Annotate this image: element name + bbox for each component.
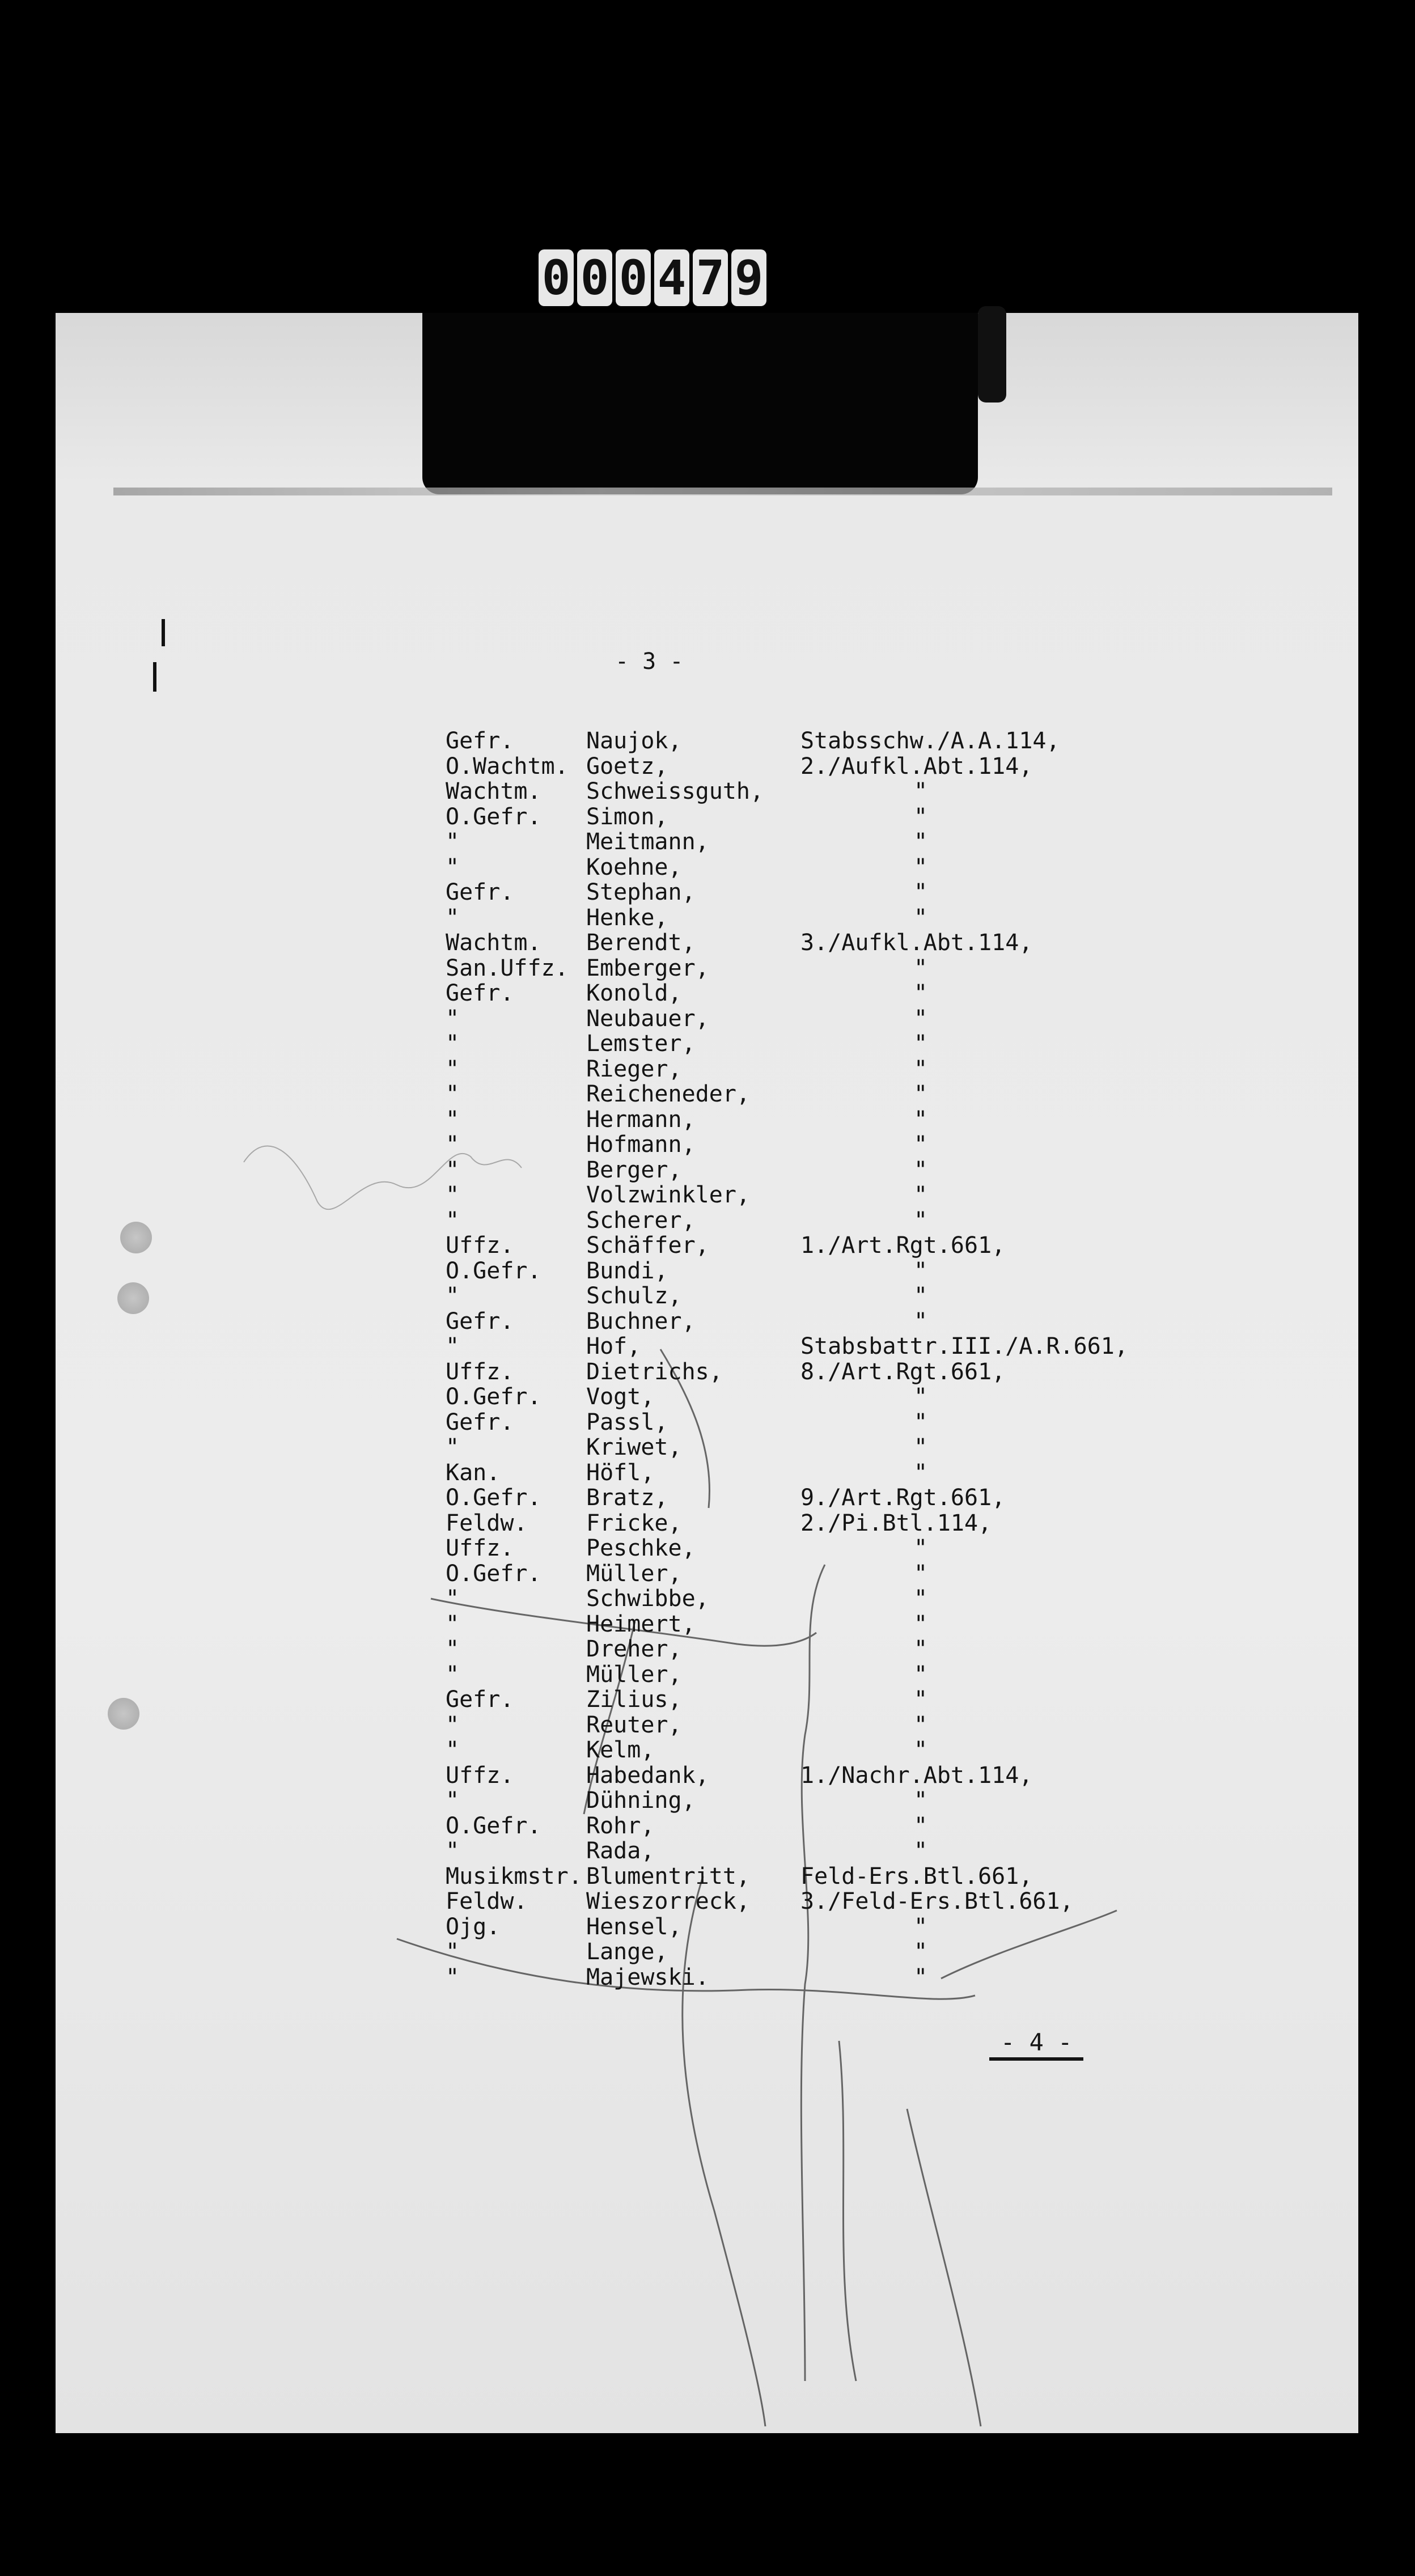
name-cell: Müller, [586, 1560, 682, 1587]
rank-cell: " [446, 829, 460, 855]
rank-cell: O.Gefr. [446, 1812, 541, 1839]
unit-cell: " [914, 1106, 928, 1133]
rank-cell: " [446, 1611, 460, 1637]
name-cell: Majewski. [586, 1964, 709, 1990]
name-cell: Koehne, [586, 854, 682, 880]
rank-cell: Ojg. [446, 1913, 501, 1940]
rank-cell: O.Gefr. [446, 803, 541, 830]
rank-cell: " [446, 1939, 460, 1965]
rank-cell: " [446, 1132, 460, 1158]
unit-cell: " [914, 1838, 928, 1864]
name-cell: Lange, [586, 1939, 668, 1965]
unit-cell: 1./Nachr.Abt.114, [800, 1762, 1033, 1789]
rank-cell: O.Gefr. [446, 1560, 541, 1587]
unit-cell: " [914, 1384, 928, 1410]
rank-cell: " [446, 1661, 460, 1688]
name-cell: Reuter, [586, 1711, 682, 1738]
rank-cell: Wachtm. [446, 778, 541, 804]
name-cell: Berger, [586, 1156, 682, 1183]
rank-cell: Feldw. [446, 1510, 528, 1536]
unit-column [800, 728, 1128, 1990]
name-cell: Berendt, [586, 930, 696, 956]
rank-cell: Uffz. [446, 1232, 514, 1259]
unit-cell: 9./Art.Rgt.661, [800, 1485, 1006, 1511]
unit-cell: " [914, 980, 928, 1006]
name-cell: Schäffer, [586, 1232, 709, 1259]
name-cell: Rada, [586, 1838, 655, 1864]
name-cell: Meitmann, [586, 829, 709, 855]
unit-cell: " [914, 1031, 928, 1057]
rank-cell: Uffz. [446, 1762, 514, 1789]
unit-cell: 2./Pi.Btl.114, [800, 1510, 992, 1536]
rank-cell: Uffz. [446, 1535, 514, 1561]
rank-cell: O.Gefr. [446, 1384, 541, 1410]
name-cell: Stephan, [586, 879, 696, 905]
name-cell: Hofmann, [586, 1132, 696, 1158]
unit-cell: Feld-Ers.Btl.661, [800, 1863, 1033, 1889]
unit-cell: " [914, 1611, 928, 1637]
rank-cell: " [446, 1182, 460, 1208]
rank-cell: Uffz. [446, 1358, 514, 1385]
unit-cell: " [914, 1687, 928, 1713]
unit-cell: Stabsbattr.III./A.R.661, [800, 1333, 1128, 1359]
counter-digit: 4 [654, 249, 689, 306]
rank-cell: Gefr. [446, 1308, 514, 1334]
page-number: - 3 - [615, 649, 684, 675]
name-cell: Vogt, [586, 1384, 655, 1410]
rank-cell: " [446, 1081, 460, 1107]
unit-cell: 1./Art.Rgt.661, [800, 1232, 1006, 1259]
name-cell: Hermann, [586, 1106, 696, 1133]
name-cell: Heimert, [586, 1611, 696, 1637]
unit-cell: " [914, 1409, 928, 1435]
rank-cell: " [446, 854, 460, 880]
name-cell: Volzwinkler, [586, 1182, 750, 1208]
name-cell: Bratz, [586, 1485, 668, 1511]
counter-digit: 9 [731, 249, 766, 306]
unit-cell: " [914, 1964, 928, 1990]
unit-cell: " [914, 1283, 928, 1309]
rank-cell: Feldw. [446, 1888, 528, 1914]
unit-cell: 8./Art.Rgt.661, [800, 1358, 1006, 1385]
name-cell: Dreher, [586, 1636, 682, 1662]
rank-cell: " [446, 1031, 460, 1057]
name-cell: Dietrichs, [586, 1358, 723, 1385]
rank-cell: O.Gefr. [446, 1485, 541, 1511]
name-cell: Konold, [586, 980, 682, 1006]
unit-cell: " [914, 1711, 928, 1738]
counter-digit: 7 [693, 249, 728, 306]
name-cell: Naujok, [586, 728, 682, 754]
unit-cell: " [914, 1257, 928, 1284]
rank-cell: Kan. [446, 1459, 501, 1486]
unit-cell: " [914, 1535, 928, 1561]
unit-cell: " [914, 879, 928, 905]
rank-column [446, 728, 582, 1990]
rank-cell: " [446, 1636, 460, 1662]
name-cell: Dühning, [586, 1787, 696, 1814]
name-cell: Emberger, [586, 955, 709, 981]
name-cell: Rohr, [586, 1812, 655, 1839]
name-cell: Peschke, [586, 1535, 696, 1561]
unit-cell: " [914, 1434, 928, 1460]
unit-cell: " [914, 1308, 928, 1334]
unit-cell: " [914, 1636, 928, 1662]
rank-cell: " [446, 1106, 460, 1133]
rank-cell: " [446, 1283, 460, 1309]
counter-digit: 0 [539, 249, 574, 306]
counter-digit: 0 [616, 249, 651, 306]
unit-cell: " [914, 1661, 928, 1688]
rank-cell: " [446, 1787, 460, 1814]
unit-cell: " [914, 1913, 928, 1940]
rank-cell: Gefr. [446, 728, 514, 754]
rank-cell: Wachtm. [446, 930, 541, 956]
name-cell: Kriwet, [586, 1434, 682, 1460]
unit-cell: 3./Feld-Ers.Btl.661, [800, 1888, 1074, 1914]
name-cell: Lemster, [586, 1031, 696, 1057]
rank-cell: " [446, 1586, 460, 1612]
rank-cell: " [446, 1005, 460, 1032]
name-cell: Müller, [586, 1661, 682, 1688]
name-cell: Zilius, [586, 1687, 682, 1713]
unit-cell: 3./Aufkl.Abt.114, [800, 930, 1033, 956]
rank-cell: " [446, 1156, 460, 1183]
name-cell: Reicheneder, [586, 1081, 750, 1107]
unit-cell: " [914, 1156, 928, 1183]
rank-cell: " [446, 904, 460, 931]
unit-cell: Stabsschw./A.A.114, [800, 728, 1060, 754]
name-cell: Neubauer, [586, 1005, 709, 1032]
rank-cell: San.Uffz. [446, 955, 569, 981]
name-cell: Wieszorreck, [586, 1888, 750, 1914]
unit-cell: " [914, 829, 928, 855]
name-cell: Habedank, [586, 1762, 709, 1789]
unit-cell: " [914, 1586, 928, 1612]
rank-cell: " [446, 1056, 460, 1082]
name-cell: Henke, [586, 904, 668, 931]
unit-cell: " [914, 1005, 928, 1032]
unit-cell: " [914, 1056, 928, 1082]
rank-cell: " [446, 1737, 460, 1763]
name-cell: Schwibbe, [586, 1586, 709, 1612]
unit-cell: " [914, 1560, 928, 1587]
unit-cell: " [914, 803, 928, 830]
rank-cell: Gefr. [446, 980, 514, 1006]
unit-cell: " [914, 778, 928, 804]
name-cell: Kelm, [586, 1737, 655, 1763]
name-cell: Bundi, [586, 1257, 668, 1284]
name-cell: Scherer, [586, 1207, 696, 1234]
unit-cell: 2./Aufkl.Abt.114, [800, 753, 1033, 779]
unit-cell: " [914, 1182, 928, 1208]
name-cell: Hensel, [586, 1913, 682, 1940]
unit-cell: " [914, 1081, 928, 1107]
rank-cell: " [446, 1434, 460, 1460]
unit-cell: " [914, 1132, 928, 1158]
continuation-page-number: - 4 - [989, 2028, 1083, 2061]
unit-cell: " [914, 1207, 928, 1234]
name-cell: Simon, [586, 803, 668, 830]
name-column [586, 728, 764, 1990]
rank-cell: Gefr. [446, 1409, 514, 1435]
unit-cell: " [914, 1787, 928, 1814]
rank-cell: " [446, 1333, 460, 1359]
unit-cell: " [914, 854, 928, 880]
unit-cell: " [914, 1459, 928, 1486]
name-cell: Höfl, [586, 1459, 655, 1486]
name-cell: Buchner, [586, 1308, 696, 1334]
rank-cell: O.Wachtm. [446, 753, 569, 779]
rank-cell: " [446, 1964, 460, 1990]
rank-cell: O.Gefr. [446, 1257, 541, 1284]
name-cell: Hof, [586, 1333, 641, 1359]
name-cell: Passl, [586, 1409, 668, 1435]
rank-cell: Musikmstr. [446, 1863, 582, 1889]
unit-cell: " [914, 955, 928, 981]
rank-cell: Gefr. [446, 1687, 514, 1713]
name-cell: Goetz, [586, 753, 668, 779]
rank-cell: " [446, 1711, 460, 1738]
unit-cell: " [914, 1812, 928, 1839]
name-cell: Fricke, [586, 1510, 682, 1536]
rank-cell: " [446, 1207, 460, 1234]
counter-digit: 0 [577, 249, 612, 306]
unit-cell: " [914, 904, 928, 931]
unit-cell: " [914, 1939, 928, 1965]
name-cell: Schulz, [586, 1283, 682, 1309]
rank-cell: " [446, 1838, 460, 1864]
rank-cell: Gefr. [446, 879, 514, 905]
unit-cell: " [914, 1737, 928, 1763]
name-cell: Rieger, [586, 1056, 682, 1082]
name-cell: Schweissguth, [586, 778, 764, 804]
name-cell: Blumentritt, [586, 1863, 750, 1889]
